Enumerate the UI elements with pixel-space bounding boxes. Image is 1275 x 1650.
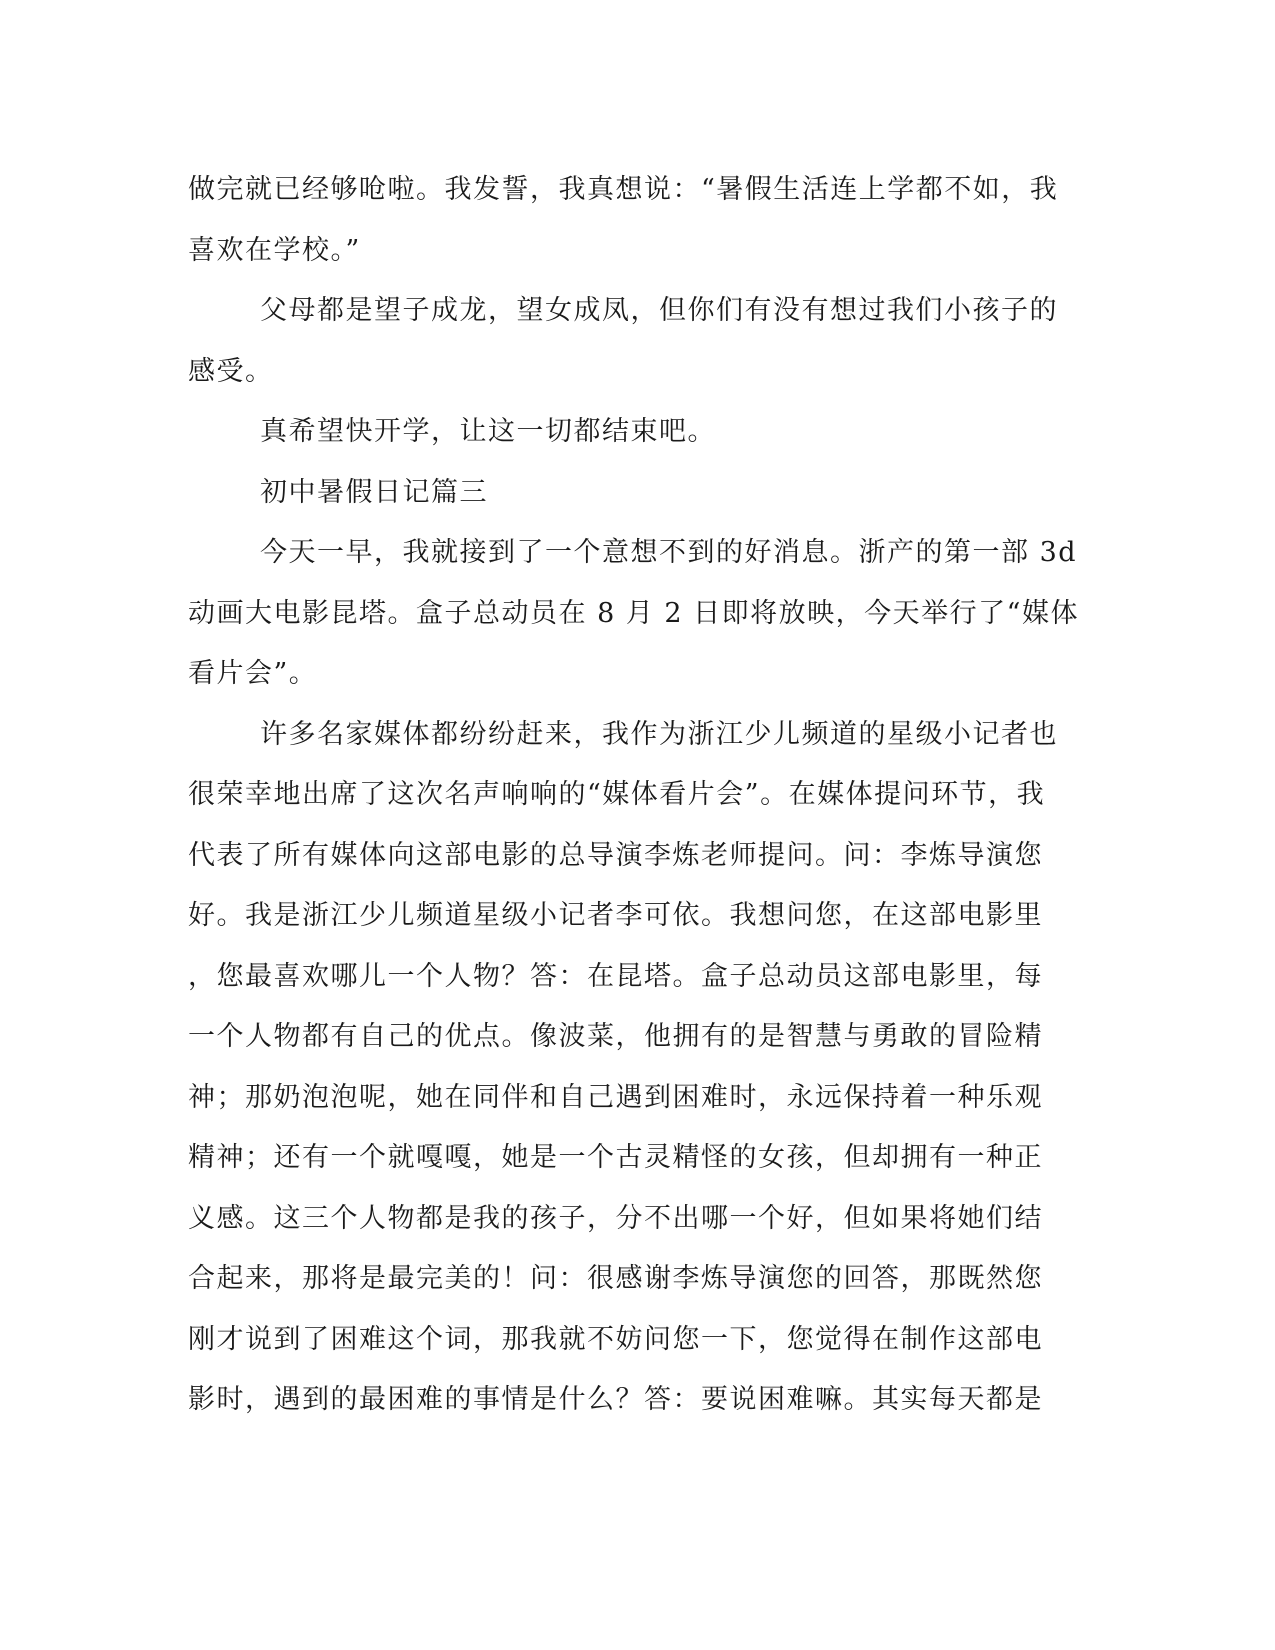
text-line-17: 精神；还有一个就嘎嘎，她是一个古灵精怪的女孩，但却拥有一种正	[188, 1142, 1043, 1173]
text-line-1: 做完就已经够呛啦。我发誓，我真想说：“暑假生活连上学都不如，我	[188, 174, 1059, 205]
text-line-13: 好。我是浙江少儿频道星级小记者李可依。我想问您，在这部电影里	[188, 900, 1043, 931]
text-line-8: 动画大电影昆塔。盒子总动员在 8 月 2 日即将放映，今天举行了“媒体	[188, 597, 1079, 629]
section-heading: 初中暑假日记篇三	[260, 476, 488, 508]
text-line-7: 今天一早，我就接到了一个意想不到的好消息。浙产的第一部 3d	[260, 537, 1078, 568]
body-text	[188, 160, 1079, 1431]
text-line-5: 真希望快开学，让这一切都结束吧。	[260, 416, 716, 447]
text-line-21: 影时，遇到的最困难的事情是什么？答：要说困难嘛。其实每天都是	[188, 1384, 1043, 1415]
text-line-14: ，您最喜欢哪儿一个人物？答：在昆塔。盒子总动员这部电影里，每	[188, 960, 1043, 992]
text-line-18: 义感。这三个人物都是我的孩子，分不出哪一个好，但如果将她们结	[188, 1202, 1043, 1234]
text-line-16: 神；那奶泡泡呢，她在同伴和自己遇到困难时，永远保持着一种乐观	[188, 1081, 1043, 1113]
text-line-12: 代表了所有媒体向这部电影的总导演李炼老师提问。问：李炼导演您	[188, 839, 1043, 871]
text-line-19: 合起来，那将是最完美的！问：很感谢李炼导演您的回答，那既然您	[188, 1263, 1043, 1294]
text-line-3: 父母都是望子成龙，望女成凤，但你们有没有想过我们小孩子的	[260, 295, 1058, 326]
text-line-15: 一个人物都有自己的优点。像波菜，他拥有的是智慧与勇敢的冒险精	[188, 1021, 1043, 1052]
text-line-10: 许多名家媒体都纷纷赶来，我作为浙江少儿频道的星级小记者也	[260, 718, 1058, 750]
text-line-4: 感受。	[188, 355, 274, 387]
text-line-2: 喜欢在学校。”	[188, 234, 361, 266]
text-line-20: 刚才说到了困难这个词，那我就不妨问您一下，您觉得在制作这部电	[188, 1323, 1043, 1355]
text-line-9: 看片会”。	[188, 658, 318, 689]
text-line-11: 很荣幸地出席了这次名声响响的“媒体看片会”。在媒体提问环节，我	[188, 779, 1046, 810]
